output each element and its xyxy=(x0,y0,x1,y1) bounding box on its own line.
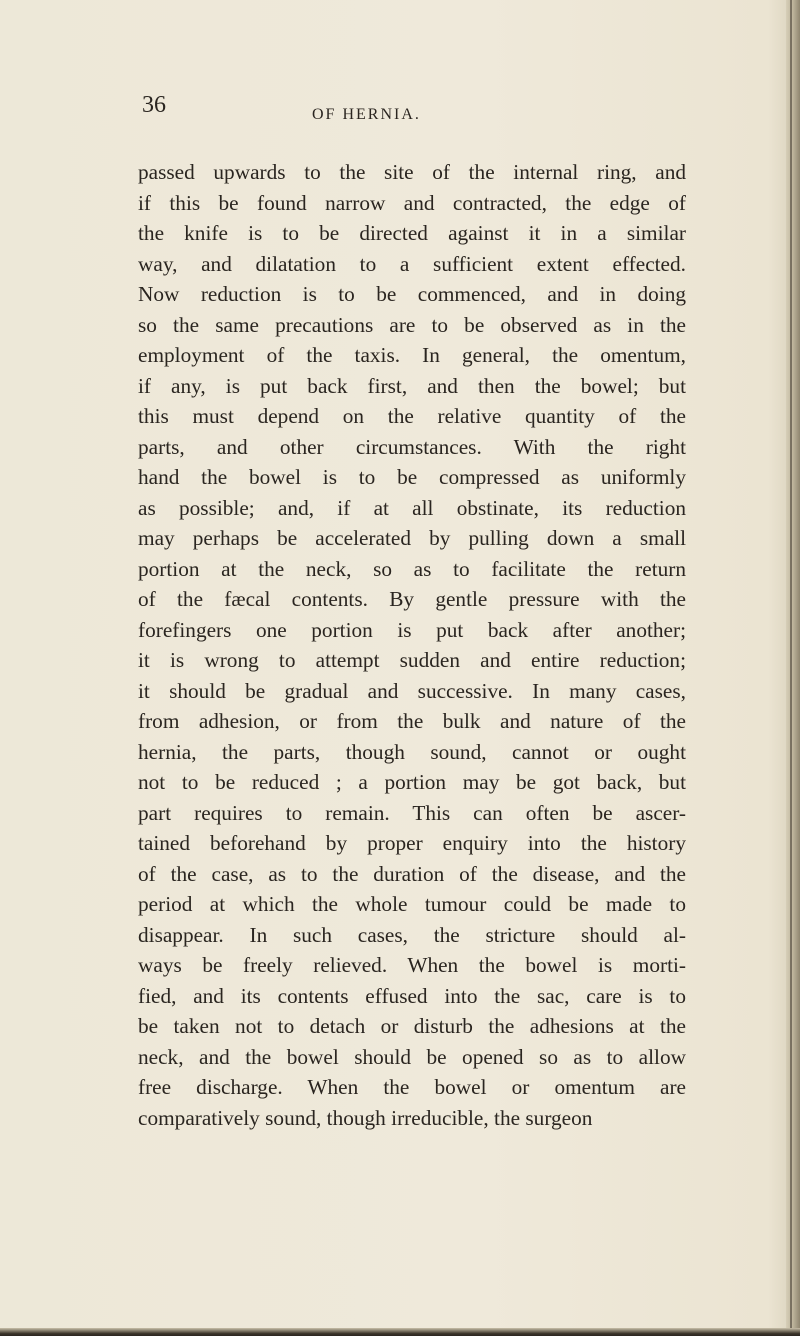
text-line: neck, and the bowel should be opened so as to allow xyxy=(138,1044,686,1069)
text-line: hernia, the parts, though sound, cannot or ought xyxy=(138,739,686,764)
text-line: so the same precautions are to be observed as in the xyxy=(138,312,686,337)
text-line: of the fæcal contents. By gentle pressure with the xyxy=(138,587,686,611)
text-line: free discharge. When the bowel or omentum are xyxy=(138,1075,686,1099)
text-line: disappear. In such cases, the stricture should al- xyxy=(138,922,686,947)
running-head: OF HERNIA. xyxy=(312,106,421,123)
text-line: ways be freely relieved. When the bowel is morti- xyxy=(138,953,686,977)
text-line: forefingers one portion is put back after another; xyxy=(138,617,686,642)
text-line: part requires to remain. This can often be ascer- xyxy=(138,800,686,825)
text-line: may perhaps be accelerated by pulling down a small xyxy=(138,526,686,550)
text-line: of the case, as to the duration of the disease, and the xyxy=(138,861,686,886)
body-text xyxy=(138,157,686,1133)
text-line: passed upwards to the site of the internal ring, and xyxy=(138,160,686,184)
page-edge-rule xyxy=(790,0,792,1336)
text-line: from adhesion, or from the bulk and nature of the xyxy=(138,709,686,733)
page-edge-shadow xyxy=(786,0,800,1336)
text-line: hand the bowel is to be compressed as uniformly xyxy=(138,465,686,489)
text-line: Now reduction is to be commenced, and in doing xyxy=(138,282,686,306)
text-line: as possible; and, if at all obstinate, its reduction xyxy=(138,495,686,520)
page-bottom-rule xyxy=(0,1328,800,1336)
text-line: employment of the taxis. In general, the omentum, xyxy=(138,343,686,367)
text-line: tained beforehand by proper enquiry into the history xyxy=(138,831,686,855)
text-line: parts, and other circumstances. With the right xyxy=(138,434,686,459)
page-number: 36 xyxy=(142,92,166,118)
text-line: if this be found narrow and contracted, the edge of xyxy=(138,190,686,215)
text-line: it should be gradual and successive. In many cases, xyxy=(138,678,686,703)
text-line: it is wrong to attempt sudden and entire reduction; xyxy=(138,648,686,672)
text-line: this must depend on the relative quantity of the xyxy=(138,404,686,428)
text-line: fied, and its contents effused into the sac, care is to xyxy=(138,983,686,1008)
text-line: if any, is put back first, and then the bowel; but xyxy=(138,373,686,398)
text-line: not to be reduced ; a portion may be got back, but xyxy=(138,770,686,794)
text-line: portion at the neck, so as to facilitate the return xyxy=(138,556,686,581)
text-line: comparatively sound, though irreducible, the surgeon xyxy=(138,1105,593,1130)
text-line: the knife is to be directed against it in a similar xyxy=(138,221,686,245)
text-line: be taken not to detach or disturb the adhesions at the xyxy=(138,1014,686,1038)
page-header xyxy=(142,92,682,132)
text-line: way, and dilatation to a sufficient extent effected. xyxy=(138,251,686,276)
text-line: period at which the whole tumour could be made to xyxy=(138,892,686,916)
